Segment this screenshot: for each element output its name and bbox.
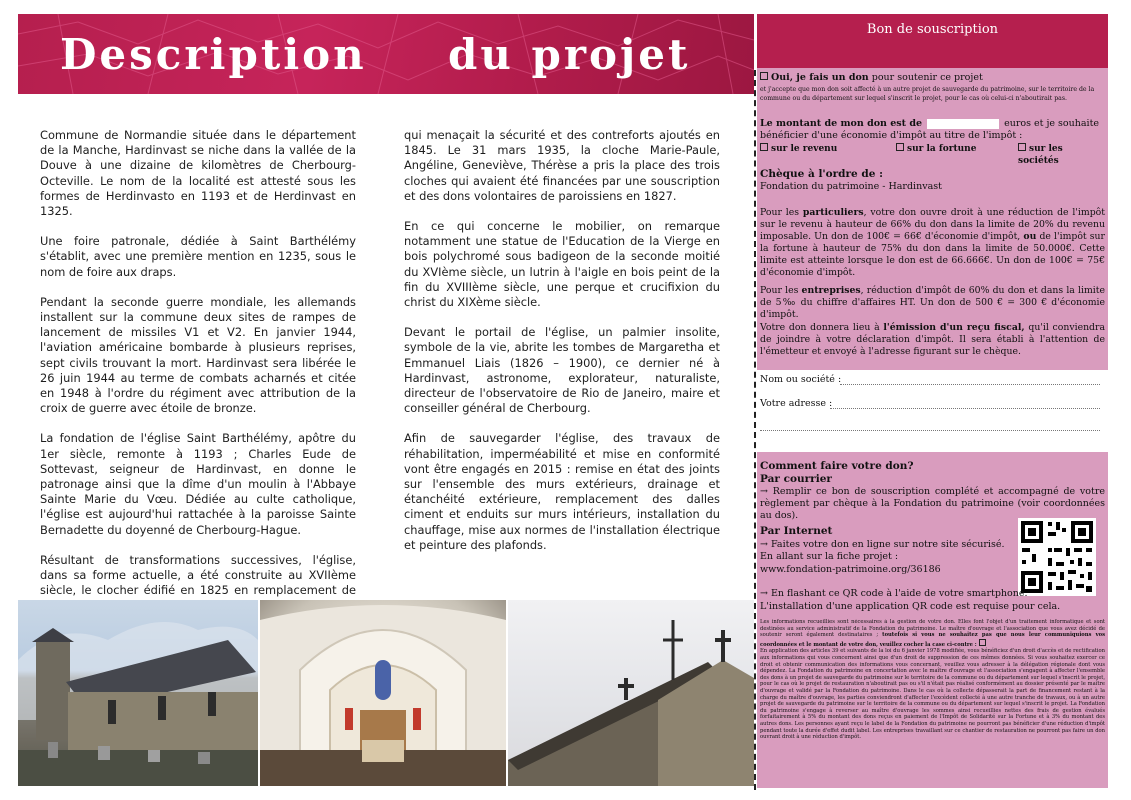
legal-text-2: En application des articles 39 et suivants de la loi du 6 janvier 1978 modifiée, vous bénéficiez d'un droit d'accès et de rectification aux informations qui vous concernent ainsi que d'un droit de suppression de ces mêmes données. Si vous souhaitez exercer ce droit et obtenir communication des informations vous concernant, veuillez vous adresser à la délégation régionale dont vous dépendez. La Fondation du patrimoine en concertation avec le maître d'ouvrage et l'association s'engagent à affecter l'ensemble des dons à un projet de sauvegarde du patrimoine sur le territoire de la commune ou du département sur lequel s'inscrit le projet, pour le cas où le projet de restauration n'aboutirait pas ou s'il n'était pas réalisé conformément au dossier présenté par le maître d'ouvrage et validé par la Fondation du patrimoine. Dans le cas où la collecte dépasserait la part de financement restant à la charge du maître d'ouvrage, les parties conviendront d'affecter l'excédent collecté à une autre tranche de travaux, ou à un autre projet de sauvegarde du patrimoine sur le territoire de la commune ou du département sur lequel s'inscrit le projet. La Fondation du patrimoine s'engage à reverser au maître d'ouvrage les sommes ainsi recueillies nettes des frais de gestion évalués forfaitairement à 5% du montant des dons reçus en paiement de l'Impôt de Solidarité sur la Fortune et à 3% du montant des autres dons. Les personnes ayant reçu le label de la Fondation du patrimoine ne pourront pas bénéficier d'une réduction d'impôt pendant toute la durée d'effet dudit label. Les entreprises travaillant sur ce chantier de restauration ne pourront pas faire un don ouvrant droit à une réduction d'impôt. [760,648,1105,741]
cheque-section [760,168,1105,193]
name-field-label: Nom ou société : [760,374,842,385]
page-title-word1: Description [60,30,367,79]
mail-text: → Remplir ce bon de souscription complété et accompagné de votre règlement par chèque à la Fondation du patrimoine (voir coordonnées au dos). [760,486,1105,521]
checkbox[interactable] [896,143,904,151]
donation-choice [760,72,1105,103]
accept-text: et j'accepte que mon don soit affecté à un autre projet de sauvegarde du patrimoine, sur le territoire de la commune ou du département sur lequel s'inscrit le projet, pour le cas où celui-ci n'aboutirait pas. [760,86,1095,102]
text-span: l'émission d'un reçu fiscal, [883,322,1025,333]
amount-input[interactable] [927,119,999,129]
mail-heading: Par courrier [760,473,832,485]
amount-section [760,118,1105,166]
option-fortune-label: sur la fortune [907,144,977,154]
text-span: toutefois si vous ne souhaitez pas que nous leur communiquions vos coordonnées et le montant de votre don, veuillez cocher la case ci-contre : [760,632,1105,648]
text-span: entreprises [801,285,861,296]
text-column-1 [40,128,356,629]
particuliers-text [760,207,1105,279]
text-column-2 [404,128,720,568]
address-field-label: Votre adresse : [760,398,833,409]
internet-line2: En allant sur la fiche projet : [760,551,899,562]
qr-line1: → En flashant ce QR code à l'aide de votre smartphone. [760,588,1028,599]
text-span: Votre don donnera lieu à [760,322,884,333]
address-field-line2[interactable] [760,430,1100,431]
church-roof-photo [508,600,754,786]
cut-line [754,70,756,790]
amount-label: Le montant de mon don est de [760,118,923,129]
church-roof-image [508,600,754,786]
how-heading: Comment faire votre don? [760,460,914,472]
internet-line1: → Faites votre don en ligne sur notre site sécurisé. [760,538,1005,550]
church-interior-photo [260,600,506,786]
qr-instructions [760,588,1105,613]
name-field[interactable] [840,384,1100,385]
paragraph: Devant le portail de l'église, un palmier insolite, symbole de la vie, abrite les tombes de Margaretha et Emmanuel Liais (1826 – 1900), ce dernier né à Hardinvast, astronome, explorateur, naturaliste, directeur de l'observatoire de Rio de Janeiro, maire et conseiller général de Cherbourg. [404,325,720,416]
checkbox[interactable] [1018,143,1026,151]
text-span: qu'il conviendra de joindre à votre déclaration d'impôt. Il sera établi à l'attention de l'émetteur et envoyé à l'adresse figurant sur le chèque. [760,322,1105,357]
option-revenu[interactable] [760,143,837,156]
paragraph: qui menaçait la sécurité et des contreforts ajoutés en 1845. Le 31 mars 1935, la cloche Marie-Paule, Angéline, Geneviève, Thérèse a pris la place des trois cloches qui avaient été financées par une souscription et des dons volontaires de paroissiens en 1827. [404,128,720,203]
cheque-payee: Fondation du patrimoine - Hardinvast [760,181,942,192]
qr-code-icon [1018,518,1096,596]
checkbox[interactable] [760,72,768,80]
option-societes[interactable] [1018,143,1105,167]
option-fortune[interactable] [896,143,976,156]
checkbox[interactable] [979,639,986,646]
paragraph: Afin de sauvegarder l'église, des travaux de réhabilitation, imperméabilité et mise en conformité vont être engagés en 2015 : remise en état des joints sur l'ensemble des murs extérieurs, drainage et étanchéité extérieure, remplacement des dalles ciment et enduits sur murs intérieurs, installation du chauffage, mise aux normes de l'installation électrique et peinture des plafonds. [404,431,720,552]
cheque-heading: Chèque à l'ordre de : [760,168,883,180]
text-span: de l'impôt sur la fortune à hauteur de 75% du don dans la limite de 50.000€. Cette limite est atteinte lorsque le don est de 66.666€. Un don de 100€ = 75€ d'économie d'impôt. [760,231,1105,278]
text-span: , votre don ouvre droit à une réduction de l'impôt sur le revenu à hauteur de 66% du don dans la limite de 20% du revenu imposable. Un don de 100€ = 66€ d'économie d'impôt, [760,207,1105,242]
text-span: Pour les [760,207,803,218]
paragraph: Une foire patronale, dédiée à Saint Barthélémy s'établit, avec une première mention en 1235, sous le nom de foire aux draps. [40,234,356,279]
legal-notice [760,619,1105,784]
form-title: Bon de souscription [757,14,1108,68]
text-span: Les informations recueillies sont nécessaires à la gestion de votre don. Elles font l'objet d'un traitement informatique et sont destinées au service administratif de la Fondation du patrimoine. Le maître d'ouvrage et l'association que vous avez décidé de soutenir seront également destinataires ; [760,619,1105,639]
paragraph: En ce qui concerne le mobilier, on remarque notamment une statue de l'Education de la Vierge en bois polychromé sous badigeon de la seconde moitié du XVIème siècle, un lutrin à l'aigle en bois peint de la fin du XVIIIème siècle, une perque et crucifixion du christ du XIXème siècle. [404,219,720,310]
paragraph: Commune de Normandie située dans le département de la Manche, Hardinvast se niche dans la vallée de la Douve à une dizaine de kilomètres de Cherbourg-Octeville. Le nom de la localité est attesté sous les formes de Herdinvasto en 1193 et de Herdinvast en 1325. [40,128,356,219]
option-societes-label: sur les sociétés [1018,144,1063,166]
how-to-donate [760,460,1105,522]
internet-heading: Par Internet [760,525,833,537]
address-field[interactable] [830,408,1100,409]
church-interior-image [260,600,506,786]
paragraph: Pendant la seconde guerre mondiale, les allemands installent sur la commune deux sites de rampes de lancement de missiles V1 et V2. En janvier 1944, l'aviation américaine bombarde à plusieurs reprises, sept civils trouvant la mort. Hardinvast sera libérée le 26 juin 1944 au terme de combats acharnés et citée en 1948 à l'ordre du régiment avec attribution de la croix de guerre avec étoile de bronze. [40,294,356,416]
text-span: Pour les [760,285,802,296]
receipt-text [760,322,1105,358]
paragraph: Résultant de transformations successives, l'église, dans sa forme actuelle, a été construite au XVIIème siècle, le clocher édifié en 1825 en remplacement de [40,552,356,598]
entreprises-text [760,285,1105,321]
paragraph: La fondation de l'église Saint Barthélémy, apôtre du 1er siècle, remonte à 1193 ; Charles Eude de Sottevast, seigneur de Hardinvast, en donne le patronage ainsi que la dîme d'un moulin à l'Abbaye Sainte Marie du Vœu. Dédiée au culte catholique, l'église est aujourd'hui rattachée à la paroisse Sainte Bernadette du doyenné de Cherbourg-Hague. [40,431,356,537]
title-banner [18,14,754,94]
project-url[interactable]: www.fondation-patrimoine.org/36186 [760,563,941,575]
church-exterior-photo [18,600,258,786]
oui-label: Oui, je fais un don [771,72,869,83]
text-span: particuliers [802,207,864,218]
text-span: , réduction d'impôt de 60% du don et dans la limite de 5‰ du chiffre d'affaires HT. Un don de 500 € = 300 € d'économie d'impôt. [760,285,1105,320]
qr-line2: L'installation d'une application QR code est requise pour cela. [760,600,1061,612]
page-title-word2: du projet [448,30,691,79]
oui-rest: pour soutenir ce projet [868,72,983,83]
amount-rest: euros et je souhaite bénéficier d'une économie d'impôt au titre de l'impôt : [760,118,1100,141]
checkbox[interactable] [760,143,768,151]
church-exterior-image [18,600,258,786]
internet-section [760,525,1015,576]
text-span: ou [1023,231,1037,242]
option-revenu-label: sur le revenu [771,144,838,154]
